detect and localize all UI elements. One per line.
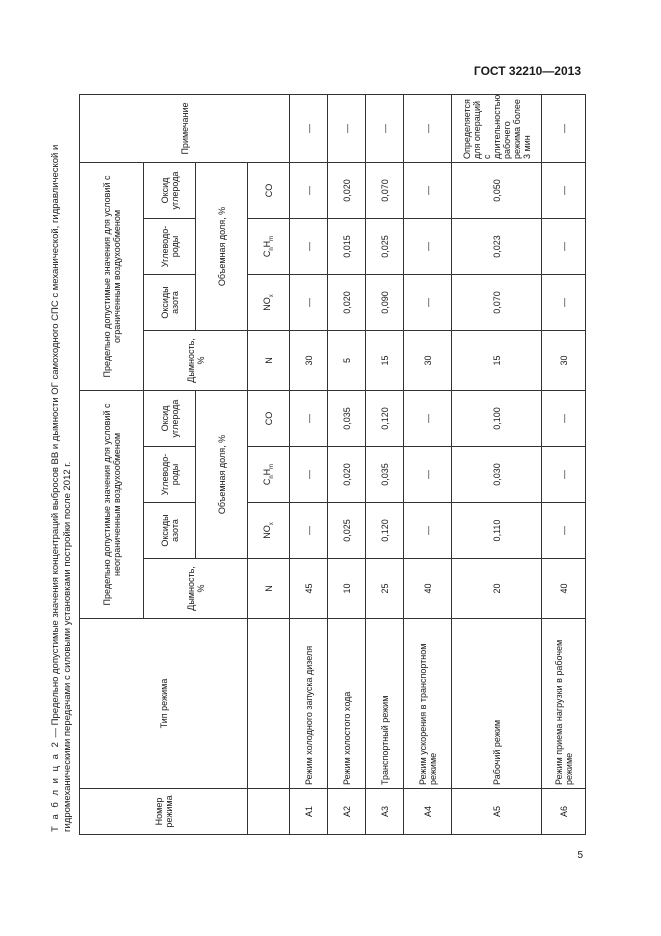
cell-mode-number: А3: [366, 789, 404, 835]
cell-opacity-unlimited: 45: [290, 559, 328, 619]
header-group-unlimited: Предельно допустимые значения для условий с неограниченным воздухообменом: [80, 391, 144, 619]
header-co-unlimited: Оксид углерода: [144, 391, 196, 447]
symbol-nox-main: NO: [262, 297, 273, 311]
cell-nox-unlimited: —: [542, 503, 586, 559]
cell-ch-unlimited: —: [290, 447, 328, 503]
header-volume-fraction-limited: Объемная доля, %: [196, 162, 248, 330]
cell-co-limited: 0,050: [452, 162, 542, 218]
table-caption-lead: Т а б л и ц а 2: [50, 740, 61, 832]
cell-opacity-unlimited: 25: [366, 559, 404, 619]
header-note: Примечание: [80, 94, 290, 162]
page-number: 5: [577, 850, 583, 861]
cell-mode-type: Режим ускорения в транспортном режиме: [404, 619, 452, 789]
table-row: [328, 94, 366, 834]
symbol-ch-unlimited: [248, 447, 290, 503]
table-row: [404, 94, 452, 834]
symbol-n-limited: N: [248, 331, 290, 391]
symbol-h-sub: m: [268, 463, 275, 469]
symbol-c: C: [262, 250, 273, 258]
symbol-nox-unlimited: [248, 503, 290, 559]
header-spacer-type: [248, 619, 290, 789]
cell-ch-limited: —: [542, 219, 586, 275]
cell-co-unlimited: 0,035: [328, 391, 366, 447]
symbol-h-sub: m: [268, 235, 275, 241]
cell-opacity-unlimited: 40: [404, 559, 452, 619]
cell-ch-unlimited: 0,035: [366, 447, 404, 503]
cell-mode-type: Режим холодного запуска дизеля: [290, 619, 328, 789]
cell-opacity-limited: 30: [542, 331, 586, 391]
emission-limits-table: [79, 94, 586, 835]
cell-mode-number: А5: [452, 789, 542, 835]
cell-mode-type: Режим холостого хода: [328, 619, 366, 789]
table-row: [452, 94, 542, 834]
cell-nox-unlimited: —: [290, 503, 328, 559]
cell-nox-unlimited: 0,110: [452, 503, 542, 559]
cell-nox-limited: —: [290, 275, 328, 331]
header-group-limited: Предельно допустимые значения для условий с ограниченным воздухообменом: [80, 162, 144, 390]
header-mode-number: Номер режима: [80, 789, 248, 835]
symbol-c-sub: n: [268, 247, 275, 251]
cell-co-unlimited: 0,100: [452, 391, 542, 447]
symbol-h: H: [262, 240, 273, 248]
cell-ch-limited: —: [404, 219, 452, 275]
cell-co-limited: 0,020: [328, 162, 366, 218]
cell-ch-limited: —: [290, 219, 328, 275]
cell-nox-limited: —: [404, 275, 452, 331]
cell-co-limited: —: [542, 162, 586, 218]
cell-mode-type: Рабочий режим: [452, 619, 542, 789]
header-opacity-limited: Дымность, %: [144, 331, 248, 391]
table-row: [366, 94, 404, 834]
cell-opacity-limited: 5: [328, 331, 366, 391]
cell-mode-number: А6: [542, 789, 586, 835]
cell-ch-unlimited: —: [404, 447, 452, 503]
table-caption: [50, 82, 74, 832]
cell-note: —: [404, 94, 452, 162]
symbol-co-limited: CO: [248, 162, 290, 218]
cell-co-unlimited: 0,120: [366, 391, 404, 447]
cell-opacity-unlimited: 10: [328, 559, 366, 619]
cell-note: Определяется для операций с длительностью рабочего режима более 3 мин: [452, 94, 542, 162]
symbol-nox-limited: [248, 275, 290, 331]
header-opacity-unlimited: Дымность, %: [144, 559, 248, 619]
cell-nox-unlimited: 0,120: [366, 503, 404, 559]
symbol-nox-sub: x: [268, 294, 275, 298]
symbol-c-sub: n: [268, 475, 275, 479]
table-row: [290, 94, 328, 834]
cell-mode-number: А1: [290, 789, 328, 835]
cell-note: —: [328, 94, 366, 162]
header-co-limited: Оксид углерода: [144, 162, 196, 218]
cell-opacity-unlimited: 40: [542, 559, 586, 619]
cell-ch-limited: 0,023: [452, 219, 542, 275]
document-number: ГОСТ 32210—2013: [473, 64, 581, 78]
header-ch-limited: Углеводо-роды: [144, 219, 196, 275]
header-spacer-num: [248, 789, 290, 835]
cell-opacity-unlimited: 20: [452, 559, 542, 619]
symbol-c: C: [262, 478, 273, 486]
header-mode-type: Тип режима: [80, 619, 248, 789]
header-ch-unlimited: Углеводо-роды: [144, 447, 196, 503]
cell-nox-limited: 0,070: [452, 275, 542, 331]
cell-ch-unlimited: 0,020: [328, 447, 366, 503]
cell-mode-number: А4: [404, 789, 452, 835]
cell-nox-limited: 0,020: [328, 275, 366, 331]
symbol-h: H: [262, 468, 273, 476]
cell-co-limited: —: [404, 162, 452, 218]
cell-note: —: [542, 94, 586, 162]
header-nox-unlimited: Оксиды азота: [144, 503, 196, 559]
cell-opacity-limited: 30: [404, 331, 452, 391]
table-row: [542, 94, 586, 834]
header-volume-fraction-unlimited: Объемная доля, %: [196, 391, 248, 559]
cell-nox-unlimited: 0,025: [328, 503, 366, 559]
cell-opacity-limited: 30: [290, 331, 328, 391]
cell-co-limited: 0,070: [366, 162, 404, 218]
cell-ch-limited: 0,025: [366, 219, 404, 275]
cell-mode-number: А2: [328, 789, 366, 835]
cell-note: —: [366, 94, 404, 162]
cell-co-unlimited: —: [290, 391, 328, 447]
cell-mode-type: Режим приема нагрузки в рабочем режиме: [542, 619, 586, 789]
cell-co-unlimited: —: [404, 391, 452, 447]
table-caption-text: — Предельно допустимые значения концентраций выбросов ВВ и дымности ОГ самоходного СПС с механической, гидравлической и гидромеханическими передачами с силовыми установками постройки после 2012 г.: [50, 144, 73, 832]
header-nox-limited: Оксиды азота: [144, 275, 196, 331]
cell-ch-unlimited: —: [542, 447, 586, 503]
symbol-nox-sub: x: [268, 522, 275, 526]
symbol-n-unlimited: N: [248, 559, 290, 619]
cell-co-limited: —: [290, 162, 328, 218]
cell-opacity-limited: 15: [452, 331, 542, 391]
symbol-nox-main: NO: [262, 525, 273, 539]
cell-ch-limited: 0,015: [328, 219, 366, 275]
cell-opacity-limited: 15: [366, 331, 404, 391]
symbol-ch-limited: [248, 219, 290, 275]
rotated-table-wrapper: [79, 95, 585, 835]
cell-note: —: [290, 94, 328, 162]
cell-co-unlimited: —: [542, 391, 586, 447]
cell-ch-unlimited: 0,030: [452, 447, 542, 503]
symbol-co-unlimited: CO: [248, 391, 290, 447]
cell-nox-unlimited: —: [404, 503, 452, 559]
cell-nox-limited: —: [542, 275, 586, 331]
cell-nox-limited: 0,090: [366, 275, 404, 331]
cell-mode-type: Транспортный режим: [366, 619, 404, 789]
